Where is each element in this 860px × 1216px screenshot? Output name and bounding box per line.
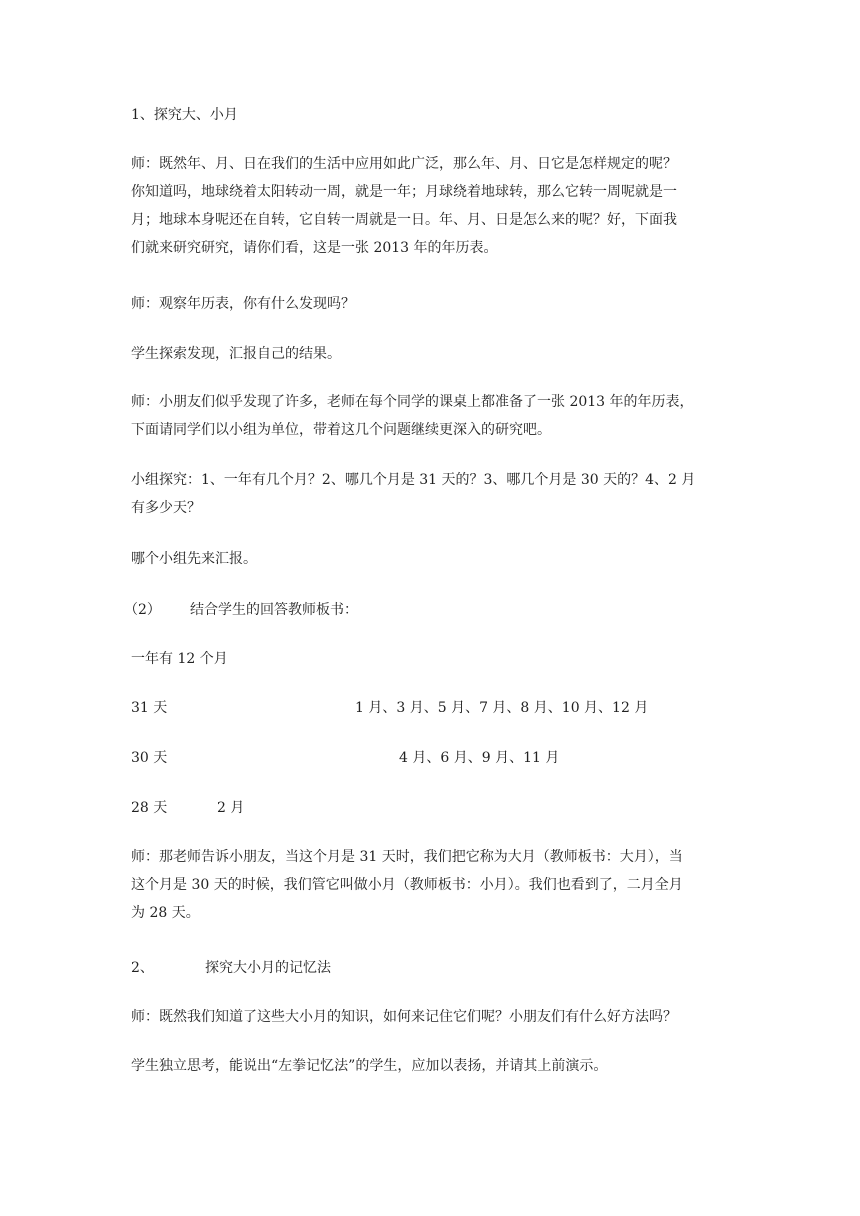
list-item-2	[124, 596, 724, 624]
row-label: 28 天	[131, 800, 168, 816]
paragraph-big-small-month	[131, 843, 731, 927]
paragraph-line: 为 28 天。	[131, 905, 200, 921]
paragraph-line: 们就来研究研究，请你们看，这是一张 2013 年的年历表。	[131, 240, 498, 256]
paragraph-fist-method: 学生独立思考，能说出“左拳记忆法”的学生，应加以表扬，并请其上前演示。	[131, 1058, 608, 1074]
board-total-months: 一年有 12 个月	[131, 651, 228, 667]
heading-section-2	[131, 954, 731, 982]
paragraph-group-report: 哪个小组先来汇报。	[131, 551, 257, 567]
row-months: 1 月、3 月、5 月、7 月、8 月、10 月、12 月	[355, 700, 649, 716]
paragraph-line: 下面请同学们以小组为单位，带着这几个问题继续更深入的研究吧。	[131, 422, 551, 438]
row-months: 2 月	[217, 800, 245, 816]
board-row-30-days	[131, 744, 731, 772]
list-item-number: （2）	[124, 602, 161, 618]
heading-section-1: 1、探究大、小月	[131, 107, 238, 123]
heading-text: 探究大小月的记忆法	[205, 960, 331, 976]
paragraph-line: 师：那老师告诉小朋友，当这个月是 31 天时，我们把它称为大月（教师板书：大月），当	[131, 849, 683, 865]
paragraph-line: 有多少天？	[131, 500, 201, 516]
paragraph-teacher-prepared	[131, 388, 731, 444]
row-label: 30 天	[131, 750, 168, 766]
row-months: 4 月、6 月、9 月、11 月	[399, 750, 560, 766]
paragraph-line: 你知道吗，地球绕着太阳转动一周，就是一年；月球绕着地球转，那么它转一周呢就是一	[131, 184, 677, 200]
board-row-28-days	[131, 794, 731, 822]
board-row-31-days	[131, 694, 731, 722]
paragraph-memory-question: 师：既然我们知道了这些大小月的知识，如何来记住它们呢？小朋友们有什么好方法吗？	[131, 1009, 677, 1025]
list-item-text: 结合学生的回答教师板书：	[190, 602, 358, 618]
paragraph-intro	[131, 150, 731, 262]
paragraph-line: 月；地球本身呢还在自转，它自转一周就是一日。年、月、日是怎么来的呢？好，下面我	[131, 212, 677, 228]
paragraph-line: 师：小朋友们似乎发现了许多，老师在每个同学的课桌上都准备了一张 2013 年的年历表，	[131, 394, 694, 410]
heading-number: 2、	[131, 960, 154, 976]
paragraph-group-questions	[131, 466, 731, 522]
paragraph-observe: 师：观察年历表，你有什么发现吗？	[131, 296, 355, 312]
paragraph-line: 小组探究：1、一年有几个月？2、哪几个月是 31 天的？3、哪几个月是 30 天的？4、2 月	[131, 472, 696, 488]
paragraph-student-explore: 学生探索发现，汇报自己的结果。	[131, 346, 341, 362]
paragraph-line: 这个月是 30 天的时候，我们管它叫做小月（教师板书：小月）。我们也看到了，二月全月	[131, 877, 683, 893]
row-label: 31 天	[131, 700, 168, 716]
paragraph-line: 师：既然年、月、日在我们的生活中应用如此广泛，那么年、月、日它是怎样规定的呢？	[131, 156, 677, 172]
